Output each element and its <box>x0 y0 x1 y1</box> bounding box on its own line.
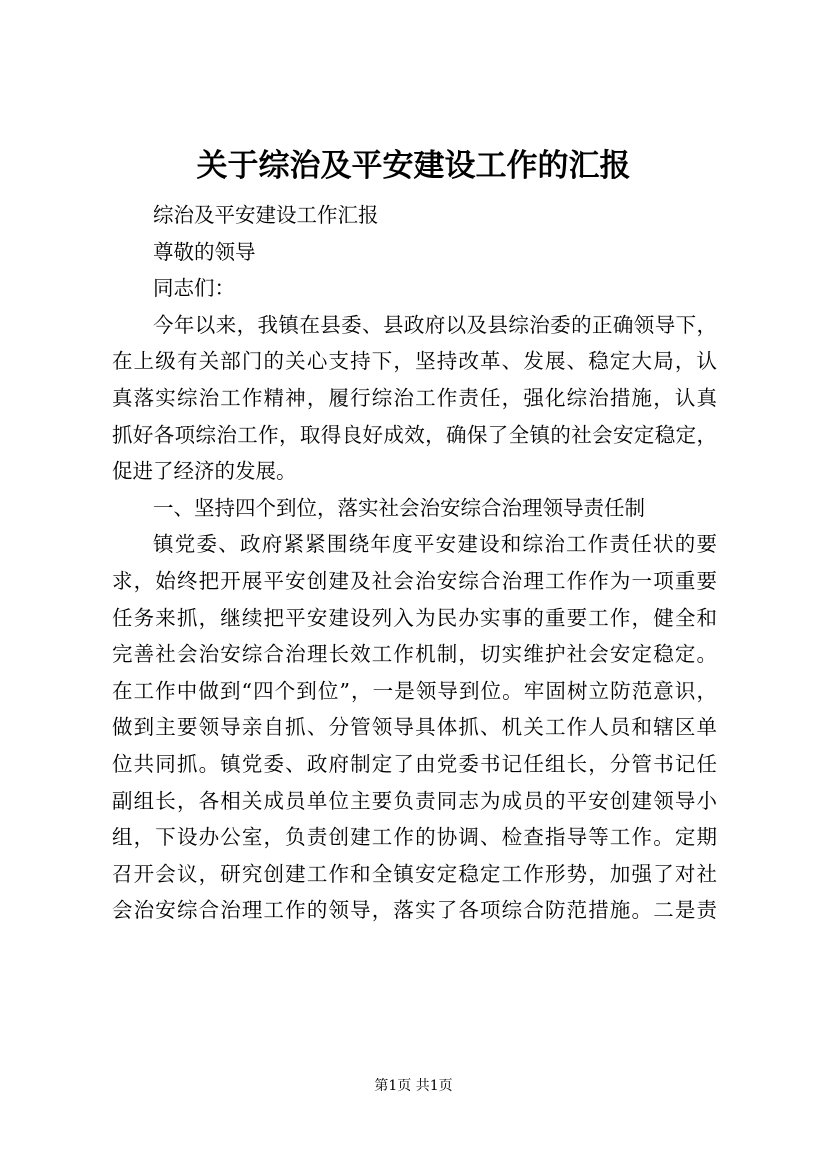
text-line: 任务来抓，继续把平安建设列入为民办实事的重要工作，健全和 <box>112 605 717 630</box>
text-line: 镇党委、政府紧紧围绕年度平安建设和综治工作责任状的要 <box>153 532 717 557</box>
text-line: 在上级有关部门的关心支持下，坚持改革、发展、稳定大局，认 <box>112 349 717 374</box>
text-line: 促进了经济的发展。 <box>112 459 297 484</box>
page-footer: 第1页 共1页 <box>374 1078 453 1094</box>
text-line: 抓好各项综治工作，取得良好成效，确保了全镇的社会安定稳定， <box>112 422 717 447</box>
text-line: 会治安综合治理工作的领导，落实了各项综合防范措施。二是责 <box>112 898 717 923</box>
text-line: 尊敬的领导 <box>153 239 256 264</box>
document-title: 关于综治及平安建设工作的汇报 <box>196 148 631 184</box>
text-line: 完善社会治安综合治理长效工作机制，切实维护社会安定稳定。 <box>112 642 717 667</box>
text-line: 同志们： <box>153 276 235 301</box>
text-line: 副组长，各相关成员单位主要负责同志为成员的平安创建领导小 <box>112 788 717 813</box>
text-line: 召开会议，研究创建工作和全镇安定稳定工作形势，加强了对社 <box>112 861 717 886</box>
text-line: 求，始终把开展平安创建及社会治安综合治理工作作为一项重要 <box>112 568 717 593</box>
text-line: 在工作中做到“四个到位”，一是领导到位。牢固树立防范意识， <box>112 678 717 703</box>
text-line: 今年以来，我镇在县委、县政府以及县综治委的正确领导下， <box>153 312 717 337</box>
text-line: 组，下设办公室，负责创建工作的协调、检查指导等工作。定期 <box>112 825 717 850</box>
text-line: 综治及平安建设工作汇报 <box>153 203 379 227</box>
text-line: 一、坚持四个到位，落实社会治安综合治理领导责任制 <box>153 495 645 520</box>
text-line: 做到主要领导亲自抓、分管领导具体抓、机关工作人员和辖区单 <box>112 715 717 740</box>
document-body <box>112 197 717 929</box>
text-line: 位共同抓。镇党委、政府制定了由党委书记任组长，分管书记任 <box>112 751 717 776</box>
text-line: 真落实综治工作精神，履行综治工作责任，强化综治措施，认真 <box>112 385 717 410</box>
